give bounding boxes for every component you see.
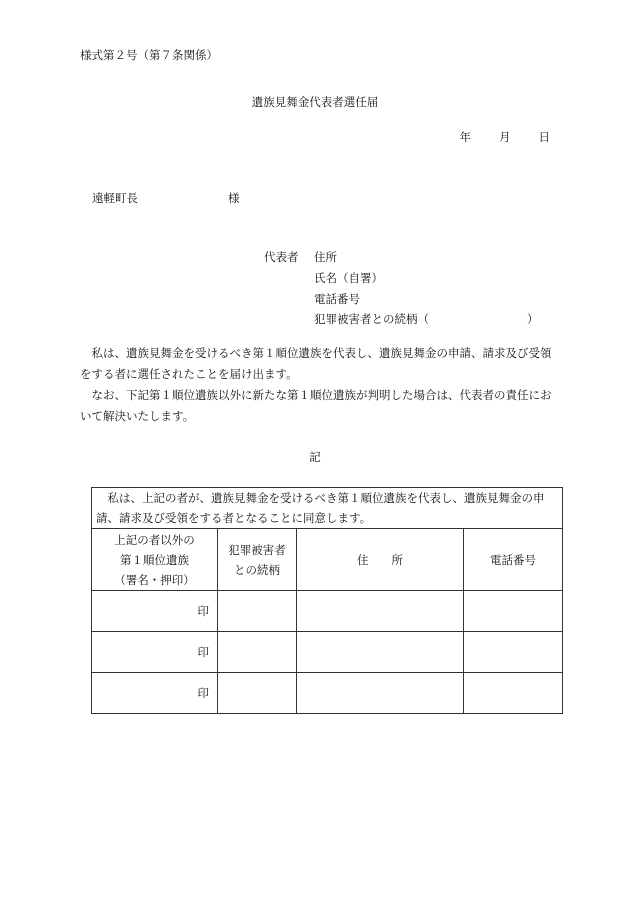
table-row [92,591,563,632]
table-row [92,632,563,673]
header-other-family-line3: （署名・押印） [114,572,195,587]
family-signature-cell[interactable]: 印 [92,591,218,632]
declaration-paragraph: 私は、遺族見舞金を受けるべき第１順位遺族を代表し、遺族見舞金の申請、請求及び受領をする者に選任されたことを届け出ます。 [80,346,552,381]
phone-cell[interactable] [464,632,563,673]
family-signature-cell[interactable]: 印 [92,673,218,714]
relation-cell[interactable] [218,591,297,632]
relation-cell[interactable] [218,673,297,714]
header-other-family-line2: 第１順位遺族 [120,552,189,567]
header-relation-line1: 犯罪被害者 [228,542,286,557]
table-row [92,673,563,714]
representative-name-label: 氏名（自署） [314,271,383,285]
header-address: 住 所 [297,529,464,591]
header-other-family-line1: 上記の者以外の [114,532,195,547]
date-line [460,132,551,144]
responsibility-paragraph: なお、下記第１順位遺族以外に新たな第１順位遺族が判明した場合は、代表者の責任において解決いたします。 [80,388,552,423]
consent-row [92,488,563,529]
date-year: 年 [459,130,471,144]
representative-relation-label [314,314,539,326]
date-month: 月 [499,130,511,144]
header-relation [218,529,297,591]
form-number: 様式第２号（第７条関係） [80,48,218,62]
representative-address-label: 住所 [314,250,337,264]
document-title: 遺族見舞金代表者選任届 [251,95,379,109]
header-other-family [92,529,218,591]
address-cell[interactable] [297,591,464,632]
date-day: 日 [538,130,550,144]
phone-cell[interactable] [464,591,563,632]
header-relation-line2: との続柄 [234,562,280,577]
consent-statement: 私は、上記の者が、遺族見舞金を受けるべき第１順位遺族を代表し、遺族見舞金の申請、請求及び受領をする者となることに同意します。 [92,488,563,529]
relation-label-text: 犯罪被害者との続柄（ [314,312,429,326]
address-cell[interactable] [297,673,464,714]
address-cell[interactable] [297,632,464,673]
addressee-name: 遠軽町長 [92,191,138,205]
addressee [92,193,240,205]
relation-cell[interactable] [218,632,297,673]
record-label: 記 [309,450,321,464]
consent-table [91,487,563,714]
family-signature-cell[interactable]: 印 [92,632,218,673]
phone-cell[interactable] [464,673,563,714]
representative-label: 代表者 [264,250,299,264]
relation-close-paren: ） [527,312,539,326]
header-phone: 電話番号 [464,529,563,591]
representative-phone-label: 電話番号 [314,292,360,306]
table-header-row [92,529,563,591]
addressee-honorific: 様 [228,191,240,205]
